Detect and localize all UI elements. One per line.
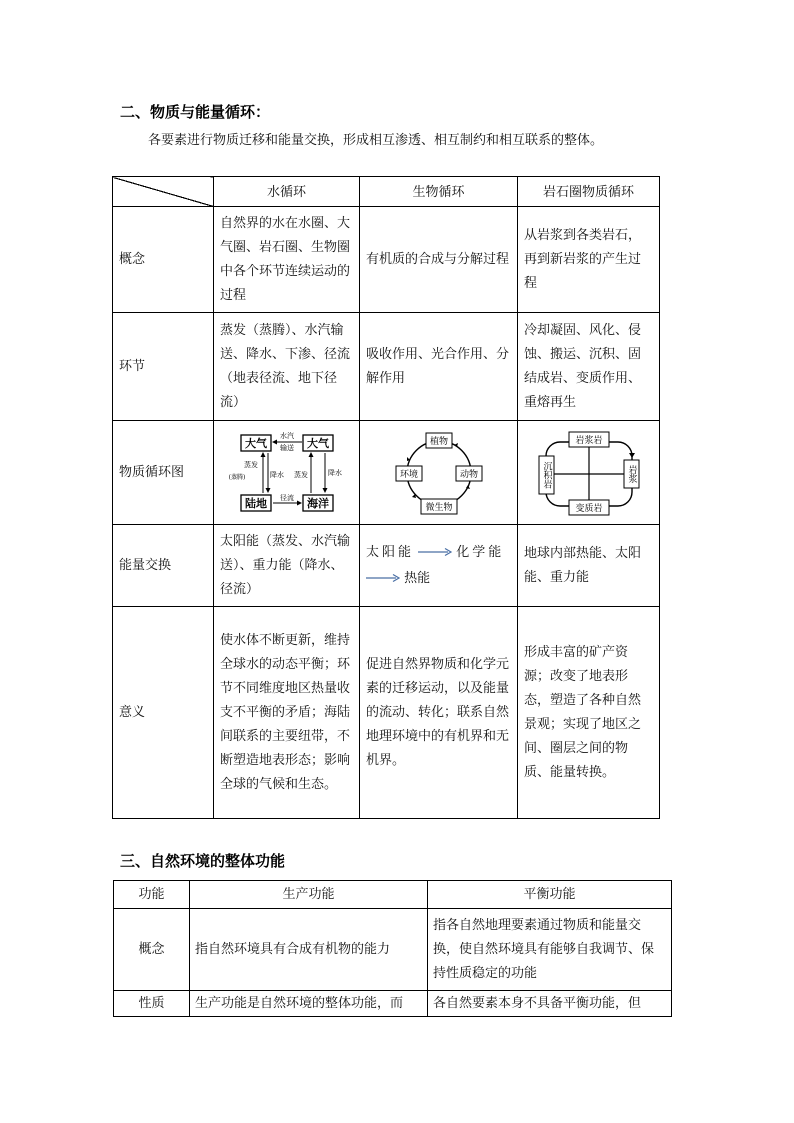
vapor-label-1: 水汽 xyxy=(279,431,294,440)
evaporation-left-label: 蒸发 xyxy=(243,460,258,469)
atmosphere-right-label: 大气 xyxy=(306,436,329,450)
table-cell: 指自然环境具有合成有机物的能力 xyxy=(190,909,428,991)
transpiration-label: (蒸腾) xyxy=(228,473,245,481)
solar-energy-text: 太阳能 xyxy=(366,544,415,560)
table-cell: 生产功能是自然环境的整体功能，而 xyxy=(190,991,428,1017)
precip-left-label: 降水 xyxy=(269,470,284,479)
land-label: 陆地 xyxy=(244,496,267,510)
row-label: 意义 xyxy=(113,607,214,819)
plant-label: 植物 xyxy=(429,436,448,447)
runoff-label: 径流 xyxy=(279,493,294,502)
table-row xyxy=(113,313,660,421)
column-header: 生物循环 xyxy=(360,177,518,207)
water-cycle-diagram-cell xyxy=(214,421,360,525)
table-row xyxy=(113,421,660,525)
row-label: 物质循环图 xyxy=(113,421,214,525)
column-header: 功能 xyxy=(114,881,190,909)
microbe-label: 微生物 xyxy=(424,502,453,513)
heat-energy-text: 热能 xyxy=(404,570,431,586)
vapor-label-2: 输送 xyxy=(279,443,294,452)
table-cell: 使水体不断更新，维持全球水的动态平衡；环节不同维度地区热量收支不平衡的矛盾；海陆间联系的主要纽带，不断塑造地表形态；影响全球的气候和生态。 xyxy=(214,607,360,819)
table-cell: 指各自然地理要素通过物质和能量交换，使自然环境具有能够自我调节、保持性质稳定的功能 xyxy=(428,909,672,991)
table-cell: 促进自然界物质和化学元素的迁移运动，以及能量的流动、转化；联系自然地理环境中的有机界和无机界。 xyxy=(360,607,518,819)
row-label: 环节 xyxy=(113,313,214,421)
metamorphic-rock-label: 变质岩 xyxy=(574,503,603,514)
section-2-intro: 各要素进行物质迁移和能量交换，形成相互渗透、相互制约和相互联系的整体。 xyxy=(148,133,604,148)
table-cell: 太阳能（蒸发、水汽输送）、重力能（降水、径流） xyxy=(214,525,360,607)
ocean-label: 海洋 xyxy=(306,496,329,510)
evaporation-right-label: 蒸发 xyxy=(293,470,308,479)
rock-cycle-diagram xyxy=(536,428,642,518)
section-2-heading: 二、物质与能量循环： xyxy=(120,103,271,121)
table-cell: 地球内部热能、太阳能、重力能 xyxy=(518,525,660,607)
material-energy-cycle-table xyxy=(112,176,660,819)
magma-label: 岩浆 xyxy=(626,464,636,483)
arrow-icon xyxy=(418,547,452,557)
row-label: 概念 xyxy=(114,909,190,991)
table-row xyxy=(114,991,672,1017)
row-label: 能量交换 xyxy=(113,525,214,607)
table-cell: 各自然要素本身不具备平衡功能，但 xyxy=(428,991,672,1017)
bio-cycle-diagram xyxy=(394,429,484,517)
bio-cycle-diagram-cell xyxy=(360,421,518,525)
section-3-heading: 三、自然环境的整体功能 xyxy=(120,852,286,870)
natural-environment-function-table xyxy=(113,880,672,1017)
table-row xyxy=(114,909,672,991)
table-header-row xyxy=(114,881,672,909)
table-header-row xyxy=(113,177,660,207)
table-cell: 自然界的水在水圈、大气圈、岩石圈、生物圈中各个环节连续运动的过程 xyxy=(214,207,360,313)
row-label: 性质 xyxy=(114,991,190,1017)
column-header: 生产功能 xyxy=(190,881,428,909)
rock-cycle-diagram-cell xyxy=(518,421,660,525)
environment-label: 环境 xyxy=(399,469,418,480)
sedimentary-rock-label: 沉积岩 xyxy=(541,461,551,488)
row-label: 概念 xyxy=(113,207,214,313)
water-cycle-diagram xyxy=(228,429,343,517)
table-cell: 冷却凝固、风化、侵蚀、搬运、沉积、固结成岩、变质作用、重熔再生 xyxy=(518,313,660,421)
column-header: 岩石圈物质循环 xyxy=(518,177,660,207)
table-cell: 形成丰富的矿产资源；改变了地表形态，塑造了各种自然景观；实现了地区之间、圈层之间的物质、能量转换。 xyxy=(518,607,660,819)
table-cell: 吸收作用、光合作用、分解作用 xyxy=(360,313,518,421)
arrow-icon xyxy=(366,573,400,583)
atmosphere-left-label: 大气 xyxy=(244,436,267,450)
animal-label: 动物 xyxy=(459,469,478,480)
table-cell: 蒸发（蒸腾）、水汽输送、降水、下渗、径流（地表径流、地下径流） xyxy=(214,313,360,421)
chemical-energy-text: 化学能 xyxy=(456,544,505,560)
table-row xyxy=(113,525,660,607)
diagonal-corner-cell xyxy=(113,177,214,207)
table-row xyxy=(113,607,660,819)
precip-right-label: 降水 xyxy=(327,468,342,477)
column-header: 水循环 xyxy=(214,177,360,207)
energy-bio-cell xyxy=(360,525,518,607)
table-cell: 从岩浆到各类岩石，再到新岩浆的产生过程 xyxy=(518,207,660,313)
table-row xyxy=(113,207,660,313)
magmatic-rock-label: 岩浆岩 xyxy=(574,435,603,446)
table-cell: 有机质的合成与分解过程 xyxy=(360,207,518,313)
column-header: 平衡功能 xyxy=(428,881,672,909)
